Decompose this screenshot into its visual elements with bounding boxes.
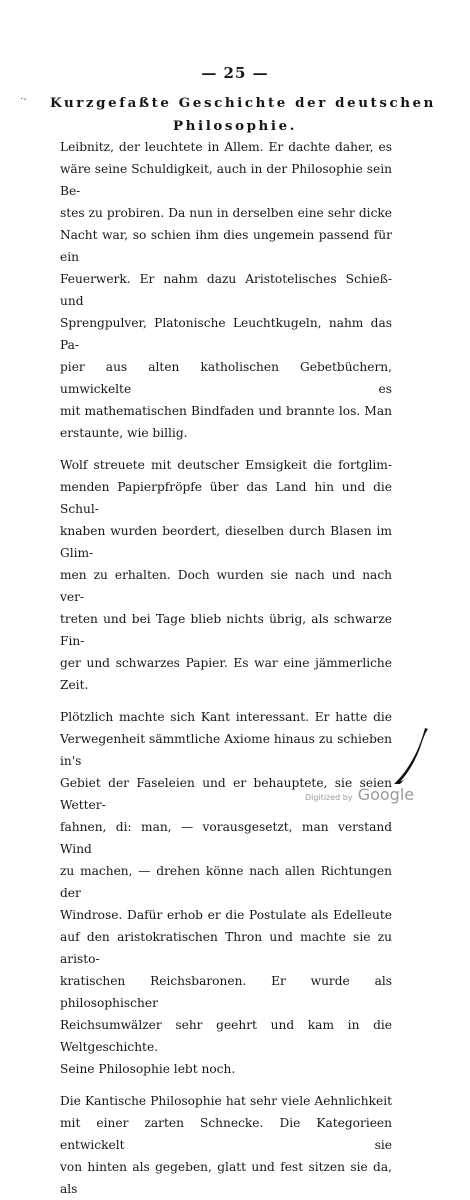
page-number: — 25 — [201,64,269,82]
body-text [60,136,392,1200]
text-line: auf den aristokratischen Thron und machte sie zu aristo- [60,930,392,966]
margin-mark: ·- [20,94,27,105]
text-line: wäre seine Schuldigkeit, auch in der Philosophie sein Be- [60,162,392,198]
text-line: knaben wurden beordert, dieselben durch Blasen im Glim- [60,524,392,560]
text-line: Plötzlich machte sich Kant interessant. Er hatte die [60,710,392,724]
digitized-watermark [305,785,414,804]
text-line: erstaunte, wie billig. [60,426,188,440]
text-line: Windrose. Dafür erhob er die Postulate als Edelleute [60,908,392,922]
text-line: pier aus alten katholischen Gebetbüchern, umwickelte es [60,360,392,396]
text-line: Wolf streuete mit deutscher Emsigkeit die fortglim- [60,458,392,472]
text-line: men zu erhalten. Doch wurden sie nach und nach ver- [60,568,392,604]
text-line: Verwegenheit sämmtliche Axiome hinaus zu schieben in's [60,732,392,768]
heading-line-2: Philosophie. [173,118,297,134]
text-line: ger und schwarzes Papier. Es war eine jämmerliche Zeit. [60,656,392,692]
text-line: von hinten als gegeben, glatt und fest sitzen sie da, als [60,1160,392,1196]
text-line: mit mathematischen Bindfaden und brannte los. Man [60,404,392,418]
paragraph [60,1090,392,1200]
watermark-prefix: Digitized by [305,793,353,802]
heading-line-1: Kurzgefaßte Geschichte der deutschen [50,95,437,111]
text-line: Reichsumwälzer sehr geehrt und kam in die Weltgeschichte. [60,1018,392,1054]
text-line: kratischen Reichsbaronen. Er wurde als philosophischer [60,974,392,1010]
text-line: Feuerwerk. Er nahm dazu Aristotelisches Schieß- und [60,272,392,308]
paragraph [60,136,392,444]
text-line: Seine Philosophie lebt noch. [60,1062,236,1076]
text-line: Leibnitz, der leuchtete in Allem. Er dachte daher, es [60,140,392,154]
text-line: menden Papierpfröpfe über das Land hin und die Schul- [60,480,392,516]
text-line: stes zu probiren. Da nun in derselben eine sehr dicke [60,206,392,220]
text-line: zu machen, — drehen könne nach allen Richtungen der [60,864,392,900]
text-line: fahnen, di: man, — vorausgesetzt, man verstand Wind [60,820,392,856]
text-line: Sprengpulver, Platonische Leuchtkugeln, nahm das Pa- [60,316,392,352]
text-line: Die Kantische Philosophie hat sehr viele Aehnlichkeit [60,1094,392,1108]
chapter-heading [50,92,437,138]
watermark-brand: Google [357,785,415,804]
text-line: Gebiet der Faseleien und er behauptete, sie seien Wetter- [60,776,392,812]
text-line: treten und bei Tage blieb nichts übrig, als schwarze Fin- [60,612,392,648]
paragraph [60,454,392,696]
ink-stroke-mark [392,726,432,786]
text-line: mit einer zarten Schnecke. Die Kategorieen entwickelt sie [60,1116,392,1152]
paragraph [60,706,392,1080]
text-line: Nacht war, so schien ihm dies ungemein passend für ein [60,228,392,264]
